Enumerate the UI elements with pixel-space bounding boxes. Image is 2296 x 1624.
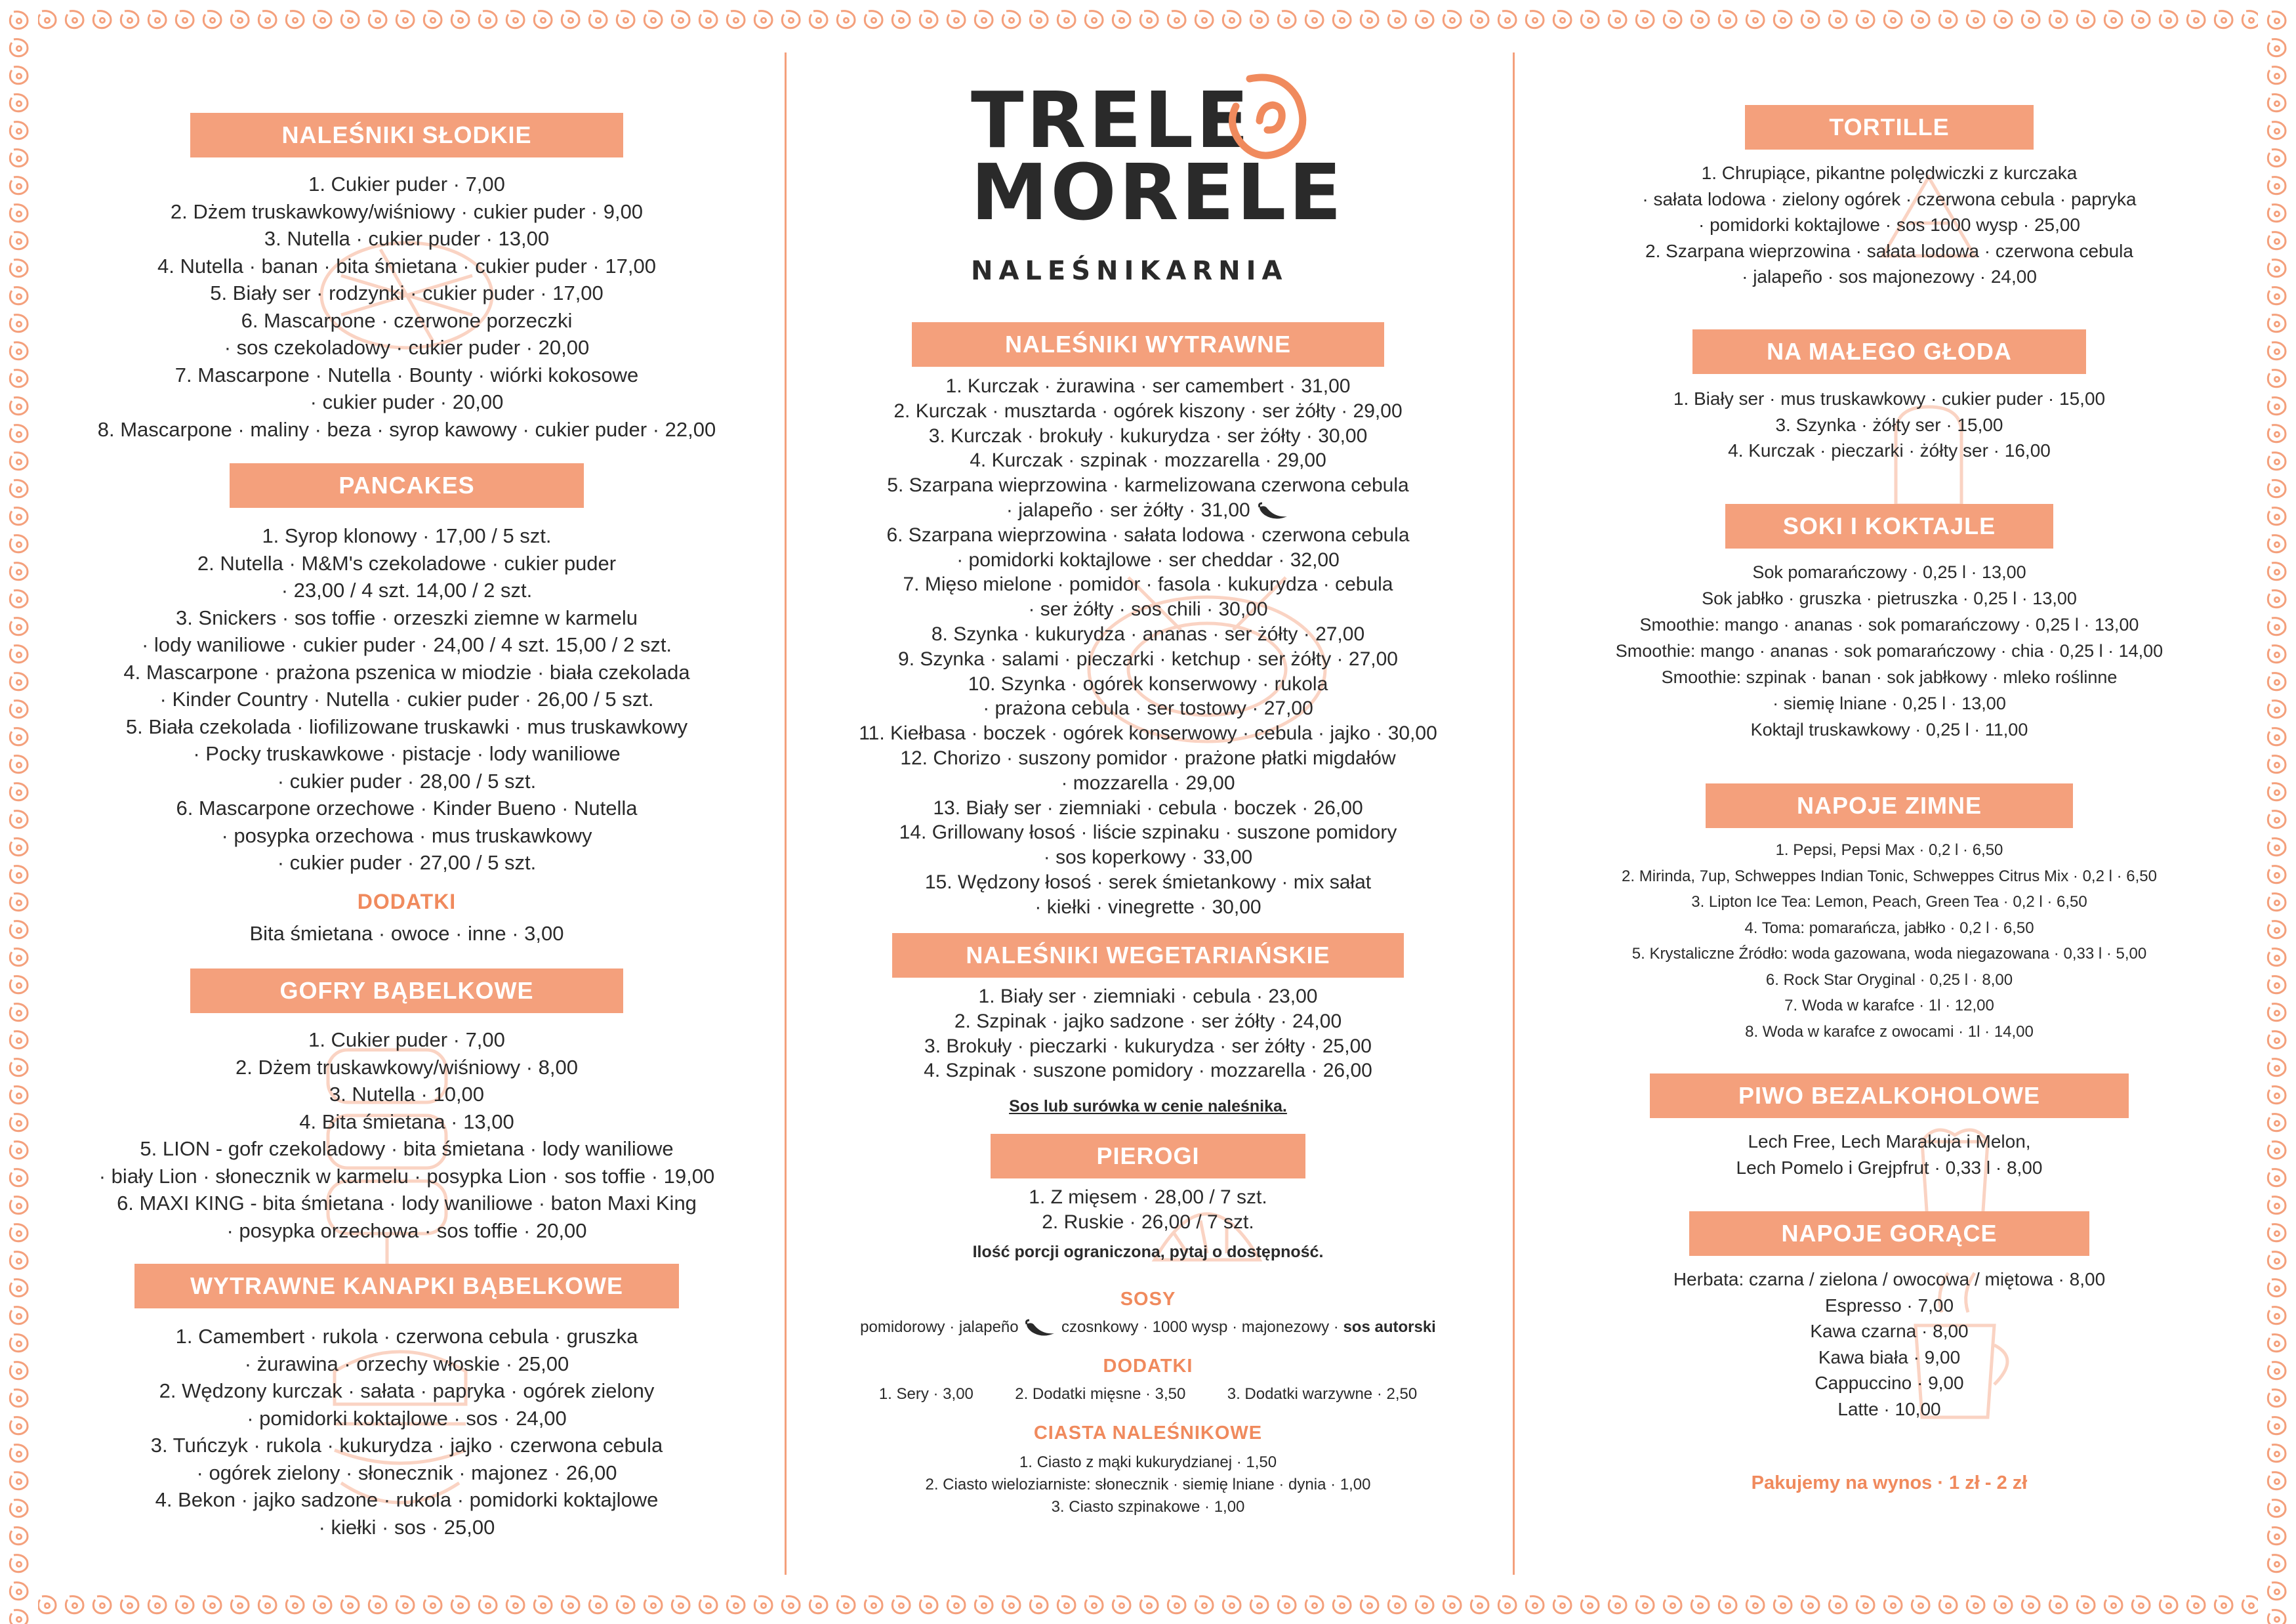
menu-line: · pomidorki koktajlowe · sos · 24,00 — [247, 1406, 567, 1430]
menu-line: 5. Biały ser · rodzynki · cukier puder · 17,00 — [210, 281, 604, 304]
menu-line: · Pocky truskawkowe · pistacje · lody waniliowe — [193, 742, 621, 765]
menu-line: · żurawina · orzechy włoskie · 25,00 — [244, 1352, 569, 1375]
sauce-note: Sos lub surówka w cenie naleśnika. — [1009, 1097, 1287, 1115]
menu-line: · cukier puder · 27,00 / 5 szt. — [277, 851, 537, 874]
menu-line: 4. Bita śmietana · 13,00 — [299, 1110, 514, 1133]
menu-line: 6. Szarpana wieprzowina · sałata lodowa · czerwona cebula — [886, 524, 1410, 546]
menu-line: · ogórek zielony · słonecznik · majonez · 26,00 — [196, 1461, 617, 1484]
menu-line: 3. Nutella · 10,00 — [329, 1083, 485, 1106]
nalesniki-wegetarianskie-list — [800, 984, 1496, 1083]
menu-line: Kawa biała · 9,00 — [1818, 1346, 1961, 1367]
menu-line: 15. Wędzony łosoś · serek śmietankowy · mix sałat — [924, 871, 1372, 893]
menu-line: 13. Biały ser · ziemniaki · cebula · boczek · 26,00 — [933, 797, 1363, 819]
menu-line: 9. Szynka · salami · pieczarki · ketchup · ser żółty · 27,00 — [898, 648, 1398, 670]
section-title-tortille: TORTILLE — [1745, 105, 2034, 150]
menu-line: 7. Woda w karafce · 1l · 12,00 — [1784, 997, 1994, 1014]
menu-line: 2. Kurczak · musztarda · ogórek kiszony · ser żółty · 29,00 — [893, 400, 1403, 422]
menu-line: Latte · 10,00 — [1837, 1398, 1941, 1419]
menu-line: 6. Rock Star Oryginal · 0,25 l · 8,00 — [1765, 970, 2013, 989]
menu-line: 3. Tuńczyk · rukola · kukurydza · jajko · czerwona cebula — [150, 1434, 663, 1457]
menu-line: 4. Nutella · banan · bita śmietana · cukier puder · 17,00 — [157, 254, 656, 278]
pancakes-list — [79, 522, 735, 877]
soki-koktajle-list — [1528, 559, 2250, 743]
menu-line: Lech Free, Lech Marakuja i Melon, — [1748, 1131, 2031, 1152]
menu-line: Smoothie: mango · ananas · sok pomarańczowy · chia · 0,25 l · 14,00 — [1615, 641, 2163, 661]
section-title-na-malego-gloda: NA MAŁEGO GŁODA — [1692, 329, 2086, 374]
menu-line: · Kinder Country · Nutella · cukier puder · 26,00 / 5 szt. — [159, 688, 654, 711]
menu-line: Cappuccino · 9,00 — [1814, 1373, 1964, 1393]
menu-line: · 23,00 / 4 szt. 14,00 / 2 szt. — [281, 579, 533, 602]
section-title-nalesniki-slodkie: NALEŚNIKI SŁODKIE — [190, 113, 623, 157]
menu-line: 1. Biały ser · ziemniaki · cebula · 23,00 — [978, 986, 1318, 1007]
menu-line: 5. Biała czekolada · liofilizowane truskawki · mus truskawkowy — [125, 715, 688, 738]
nalesniki-wytrawne-list — [800, 374, 1496, 920]
menu-line: · posypka orzechowa · sos toffie · 20,00 — [226, 1218, 587, 1242]
menu-line: 1. Sery · 3,00 — [878, 1385, 974, 1403]
logo-word-trele: TRELE — [971, 75, 1252, 165]
menu-line: · kiełki · vinegrette · 30,00 — [1035, 896, 1261, 918]
menu-line: · sos koperkowy · 33,00 — [1043, 846, 1253, 869]
decorative-border-top — [0, 0, 2296, 38]
menu-line: 4. Mascarpone · prażona pszenica w miodzie · biała czekolada — [123, 660, 690, 684]
section-title-ciasta: CIASTA NALEŚNIKOWE — [1033, 1423, 1263, 1444]
menu-line: 1. Syrop klonowy · 17,00 / 5 szt. — [262, 524, 552, 547]
menu-line: · mozzarella · 29,00 — [1061, 772, 1235, 794]
menu-line: 4. Bekon · jajko sadzone · rukola · pomidorki koktajlowe — [155, 1488, 659, 1511]
menu-line: · biały Lion · słonecznik w karmelu · posypka Lion · sos toffie · 19,00 — [98, 1164, 715, 1188]
menu-line: 2. Dżem truskawkowy/wiśniowy · 8,00 — [236, 1055, 578, 1079]
menu-line: 3. Ciasto szpinakowe · 1,00 — [1051, 1498, 1245, 1516]
section-title-kanapki: WYTRAWNE KANAPKI BĄBELKOWE — [134, 1264, 679, 1308]
menu-line: 3. Dodatki warzywne · 2,50 — [1227, 1385, 1418, 1403]
menu-line: 14. Grillowany łosoś · liście szpinaku · suszone pomidory — [899, 822, 1397, 844]
menu-line — [800, 498, 1496, 523]
chili-pepper-icon — [1023, 1319, 1057, 1337]
sosy-list — [800, 1316, 1496, 1339]
menu-line: 6. Mascarpone orzechowe · Kinder Bueno · Nutella — [176, 797, 638, 820]
menu-line: · pomidorki koktajlowe · sos 1000 wysp · 25,00 — [1698, 215, 2081, 235]
decorative-border-bottom — [0, 1585, 2296, 1624]
menu-line: 3. Snickers · sos toffie · orzeszki ziemne w karmelu — [175, 606, 638, 629]
menu-line: 2. Szpinak · jajko sadzone · ser żółty · 24,00 — [954, 1010, 1342, 1032]
menu-line: 12. Chorizo · suszony pomidor · prażone płatki migdałów — [900, 747, 1396, 769]
menu-line: 4. Toma: pomarańcza, jabłko · 0,2 l · 6,50 — [1744, 919, 2034, 937]
decorative-border-right — [2258, 0, 2296, 1624]
section-title-napoje-zimne: NAPOJE ZIMNE — [1706, 783, 2073, 828]
na-malego-gloda-list — [1528, 386, 2250, 464]
menu-line: 10. Szynka · ogórek konserwowy · rukola — [968, 673, 1328, 695]
piwo-list — [1528, 1129, 2250, 1180]
menu-line-text: · jalapeño · ser żółty · 31,00 — [1006, 499, 1250, 521]
pierogi-list — [800, 1185, 1496, 1235]
menu-line: Smoothie: szpinak · banan · sok jabłkowy · mleko roślinne — [1661, 667, 2118, 687]
column-divider-right — [1513, 52, 1515, 1575]
menu-line: Herbata: czarna / zielona / owocowa / miętowa · 8,00 — [1673, 1269, 2106, 1289]
menu-line: Smoothie: mango · ananas · sok pomarańczowy · 0,25 l · 13,00 — [1639, 615, 2139, 635]
column-divider-left — [785, 52, 787, 1575]
section-title-piwo: PIWO BEZALKOHOLOWE — [1650, 1073, 2129, 1118]
menu-line: 1. Biały ser · mus truskawkowy · cukier puder · 15,00 — [1673, 388, 2106, 409]
sosy-list-c: sos autorski — [1343, 1318, 1436, 1336]
kanapki-list — [79, 1323, 735, 1541]
menu-line: · pomidorki koktajlowe · ser cheddar · 32,00 — [956, 549, 1340, 571]
section-title-dodatki: DODATKI — [357, 890, 457, 913]
decorative-border-left — [0, 0, 38, 1624]
menu-line: 7. Mascarpone · Nutella · Bounty · wiórki kokosowe — [174, 363, 639, 386]
menu-line: · siemię lniane · 0,25 l · 13,00 — [1773, 694, 2006, 713]
menu-line: 1. Pepsi, Pepsi Max · 0,2 l · 6,50 — [1775, 841, 2003, 859]
menu-line: 5. Krystaliczne Źródło: woda gazowana, woda niegazowana · 0,33 l · 5,00 — [1631, 945, 2147, 963]
menu-line: 2. Szarpana wieprzowina · sałata lodowa · czerwona cebula — [1645, 240, 2133, 261]
menu-line: 5. LION - gofr czekoladowy · bita śmietana · lody waniliowe — [140, 1137, 674, 1160]
section-title-dodatki-center: DODATKI — [1103, 1356, 1193, 1377]
section-title-napoje-gorace: NAPOJE GORĄCE — [1689, 1211, 2089, 1256]
section-title-soki-koktajle: SOKI I KOKTAJLE — [1725, 504, 2053, 549]
gofry-list — [79, 1026, 735, 1244]
menu-line: 8. Szynka · kukurydza · ananas · ser żółty · 27,00 — [931, 623, 1365, 645]
menu-line: 1. Chrupiące, pikantne polędwiczki z kurczaka — [1701, 163, 2078, 183]
chili-pepper-icon — [1256, 502, 1290, 520]
menu-line: 6. MAXI KING - bita śmietana · lody waniliowe · baton Maxi King — [117, 1192, 697, 1215]
logo-word-morele: MORELE — [971, 147, 1345, 238]
takeaway-note: Pakujemy na wynos · 1 zł - 2 zł — [1751, 1472, 2028, 1493]
menu-line: · kiełki · sos · 25,00 — [318, 1515, 495, 1539]
menu-line: · cukier puder · 20,00 — [310, 390, 504, 413]
section-title-nalesniki-wegetarianskie: NALEŚNIKI WEGETARIAŃSKIE — [892, 933, 1404, 978]
apricot-logo-icon — [1220, 66, 1319, 164]
menu-line: 11. Kiełbasa · boczek · ogórek konserwowy · cebula · jajko · 30,00 — [859, 722, 1437, 745]
menu-line: 3. Nutella · cukier puder · 13,00 — [264, 227, 550, 250]
menu-line: 3. Kurczak · brokuły · kukurydza · ser żółty · 30,00 — [928, 425, 1368, 447]
section-title-pierogi: PIEROGI — [991, 1134, 1305, 1178]
pierogi-note: Ilość porcji ograniczona, pytaj o dostępność. — [972, 1243, 1324, 1261]
section-title-gofry: GOFRY BĄBELKOWE — [190, 968, 623, 1013]
menu-line: · jalapeño · sos majonezowy · 24,00 — [1742, 266, 2037, 287]
menu-line: 3. Brokuły · pieczarki · kukurydza · ser żółty · 25,00 — [924, 1035, 1372, 1057]
menu-line: 7. Mięso mielone · pomidor · fasola · kukurydza · cebula — [903, 573, 1393, 596]
menu-line: 8. Woda w karafce z owocami · 1l · 14,00 — [1745, 1022, 2034, 1041]
menu-line: Bita śmietana · owoce · inne · 3,00 — [249, 922, 564, 945]
ciasta-list — [800, 1451, 1496, 1518]
menu-line: · lody waniliowe · cukier puder · 24,00 / 4 szt. 15,00 / 2 szt. — [141, 633, 672, 656]
menu-line: · cukier puder · 28,00 / 5 szt. — [277, 769, 537, 793]
menu-line: 4. Szpinak · suszone pomidory · mozzarella · 26,00 — [924, 1060, 1372, 1082]
menu-line: 5. Szarpana wieprzowina · karmelizowana czerwona cebula — [887, 474, 1409, 497]
sosy-list-b: czosnkowy · 1000 wysp · majonezowy · — [1061, 1318, 1339, 1336]
section-title-pancakes: PANCAKES — [230, 463, 584, 508]
menu-line: 2. Dodatki mięsne · 3,50 — [1015, 1385, 1186, 1403]
menu-line: 2. Dżem truskawkowy/wiśniowy · cukier puder · 9,00 — [170, 199, 644, 223]
menu-line: 6. Mascarpone · czerwone porzeczki — [241, 308, 573, 332]
dodatki-center-list — [800, 1383, 1496, 1405]
napoje-zimne-list — [1528, 837, 2250, 1045]
menu-line: · posypka orzechowa · mus truskawkowy — [221, 823, 592, 847]
menu-line: 1. Camembert · rukola · czerwona cebula · gruszka — [175, 1325, 638, 1348]
menu-line: 3. Lipton Ice Tea: Lemon, Peach, Green Tea · 0,2 l · 6,50 — [1691, 893, 2087, 911]
menu-line: Espresso · 7,00 — [1824, 1295, 1954, 1316]
dodatki-list — [79, 920, 735, 947]
menu-line: · sos czekoladowy · cukier puder · 20,00 — [224, 336, 590, 359]
sosy-list-a: pomidorowy · jalapeño — [860, 1318, 1019, 1336]
menu-line: 8. Mascarpone · maliny · beza · syrop kawowy · cukier puder · 22,00 — [97, 417, 716, 441]
tortille-list — [1528, 160, 2250, 290]
menu-line: Sok pomarańczowy · 0,25 l · 13,00 — [1752, 562, 2026, 582]
menu-line: 3. Szynka · żółty ser · 15,00 — [1775, 414, 2003, 435]
menu-line: · prażona cebula · ser tostowy · 27,00 — [983, 697, 1313, 720]
menu-line: 2. Wędzony kurczak · sałata · papryka · ogórek zielony — [159, 1379, 655, 1402]
menu-line: 1. Cukier puder · 7,00 — [308, 173, 505, 196]
napoje-gorace-list — [1528, 1266, 2250, 1422]
section-title-sosy: SOSY — [1120, 1289, 1176, 1310]
menu-line: 2. Ciasto wieloziarniste: słonecznik · siemię lniane · dynia · 1,00 — [925, 1476, 1371, 1493]
menu-line: 1. Z mięsem · 28,00 / 7 szt. — [1029, 1186, 1267, 1208]
nalesniki-slodkie-list — [79, 171, 735, 443]
logo-tagline: NALEŚNIKARNIA — [971, 256, 1288, 286]
menu-line: 4. Kurczak · pieczarki · żółty ser · 16,00 — [1728, 440, 2051, 461]
menu-line: · ser żółty · sos chili · 30,00 — [1028, 598, 1268, 621]
menu-line: Lech Pomelo i Grejpfrut · 0,33 l · 8,00 — [1736, 1157, 2043, 1178]
menu-line: 2. Nutella · M&M's czekoladowe · cukier puder — [197, 551, 617, 575]
menu-line: · sałata lodowa · zielony ogórek · czerwona cebula · papryka — [1642, 188, 2137, 209]
menu-line: 4. Kurczak · szpinak · mozzarella · 29,00 — [970, 449, 1326, 472]
menu-line: 2. Ruskie · 26,00 / 7 szt. — [1042, 1211, 1254, 1233]
section-title-nalesniki-wytrawne: NALEŚNIKI WYTRAWNE — [912, 322, 1384, 367]
menu-line: 2. Mirinda, 7up, Schweppes Indian Tonic, Schweppes Citrus Mix · 0,2 l · 6,50 — [1622, 867, 2157, 885]
menu-line: 1. Cukier puder · 7,00 — [308, 1028, 505, 1051]
menu-line: Koktajl truskawkowy · 0,25 l · 11,00 — [1750, 720, 2028, 739]
menu-line: Kawa czarna · 8,00 — [1810, 1321, 1969, 1341]
menu-line: Sok jabłko · gruszka · pietruszka · 0,25 l · 13,00 — [1702, 589, 2077, 608]
menu-line: 1. Kurczak · żurawina · ser camembert · 31,00 — [945, 375, 1351, 397]
menu-line: 1. Ciasto z mąki kukurydzianej · 1,50 — [1019, 1453, 1277, 1471]
